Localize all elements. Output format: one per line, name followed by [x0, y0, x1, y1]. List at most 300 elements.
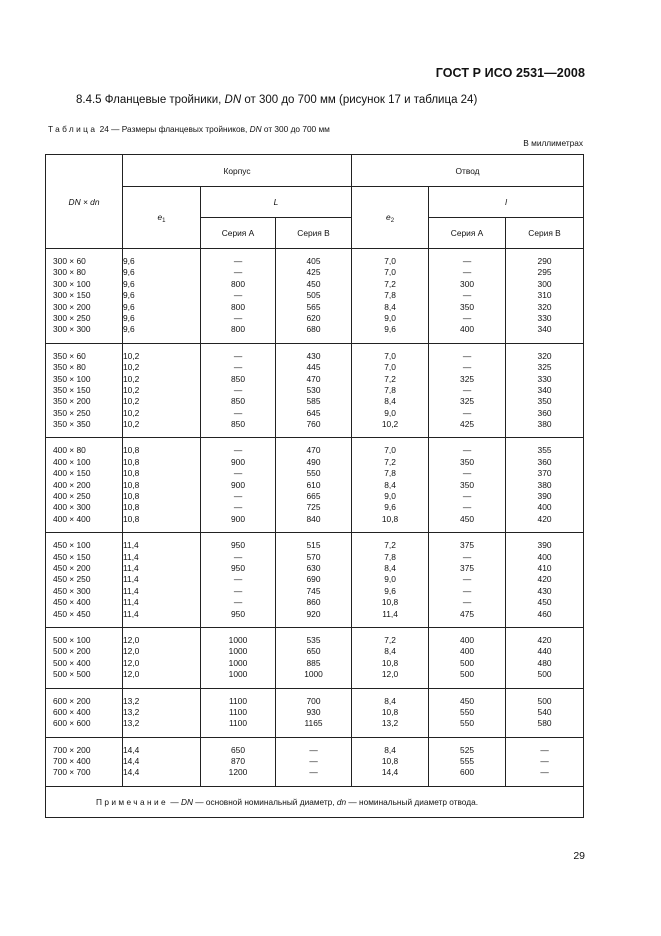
cell-branch-series-b: —: [540, 756, 549, 767]
note-dn: DN: [180, 796, 193, 807]
table-group: [46, 627, 584, 688]
cell-dn-column: [46, 249, 123, 344]
cell-body-series-a: 1000: [228, 657, 248, 668]
cell-e1: 9,6: [123, 267, 135, 278]
cell-dn-column: [46, 533, 123, 628]
cell-branch-series-b: 320: [537, 350, 552, 361]
cell-branch-series-b-column: [506, 627, 584, 688]
cell-e1: 12,0: [123, 634, 140, 645]
cell-e2: 7,0: [384, 350, 396, 361]
cell-branch-series-a: 350: [460, 456, 475, 467]
cell-dn: 700 × 400: [53, 756, 91, 767]
cell-body-series-b: 530: [306, 384, 321, 395]
cell-e1: 14,4: [123, 756, 140, 767]
cell-e1: 11,4: [123, 540, 139, 551]
cell-e2: 7,8: [384, 551, 396, 562]
cell-branch-series-b: 400: [537, 502, 552, 513]
cell-e1: 11,4: [123, 608, 139, 619]
cell-body-series-a: 1100: [228, 706, 247, 717]
cell-e1: 9,6: [123, 301, 135, 312]
cell-e2: 7,0: [384, 445, 396, 456]
cell-body-series-a-column: [201, 533, 276, 628]
cell-branch-series-b: 300: [537, 278, 552, 289]
cell-body-series-a: 950: [231, 540, 245, 551]
header-l: l: [429, 187, 584, 218]
cell-branch-series-a: —: [462, 491, 472, 502]
cell-branch-series-a: —: [462, 384, 472, 395]
cell-body-series-a: —: [233, 350, 243, 361]
cell-dn: 400 × 100: [53, 456, 91, 467]
cell-body-series-b-column: [276, 533, 352, 628]
cell-body-series-b: 470: [306, 445, 321, 456]
cell-branch-series-a: 500: [460, 657, 475, 668]
cell-e2: 8,4: [384, 396, 396, 407]
cell-body-series-a: 900: [231, 456, 245, 467]
cell-dn: 450 × 100: [53, 540, 91, 551]
header-series-a: Серия А: [201, 218, 276, 249]
cell-branch-series-b: 580: [537, 718, 552, 729]
cell-e2: 13,2: [381, 718, 399, 729]
cell-dn: 350 × 350: [53, 419, 91, 430]
cell-body-series-b-column: [276, 249, 352, 344]
cell-body-series-a: —: [233, 312, 243, 323]
cell-branch-series-a: 500: [460, 669, 475, 680]
cell-branch-series-b: 380: [537, 479, 552, 490]
cell-e2: 7,2: [384, 278, 396, 289]
header-e2: $e_2$: [352, 187, 429, 249]
cell-body-series-b-column: [276, 343, 352, 438]
cell-dn-column: [46, 688, 123, 737]
cell-branch-series-b: 320: [537, 301, 552, 312]
cell-branch-series-a: 375: [460, 540, 475, 551]
cell-e1: 13,2: [123, 695, 140, 706]
cell-e2: 8,4: [384, 562, 396, 573]
cell-body-series-a: 1000: [228, 669, 248, 680]
cell-branch-series-b: 380: [537, 419, 552, 430]
cell-dn: 450 × 300: [53, 585, 91, 596]
cell-e1: 14,4: [123, 767, 140, 778]
cell-branch-series-b: 340: [537, 324, 552, 335]
cell-body-series-b: 445: [306, 362, 321, 373]
cell-dn: 450 × 200: [53, 562, 91, 573]
cell-e1: 12,0: [123, 657, 140, 668]
cell-e2: 7,8: [384, 384, 396, 395]
cell-e1: 11,4: [123, 585, 139, 596]
cell-body-series-a: —: [233, 267, 243, 278]
section-number: 8.4.5: [76, 94, 102, 106]
cell-e1-column: [123, 688, 201, 737]
cell-branch-series-a-column: [429, 438, 506, 533]
cell-branch-series-b: 370: [537, 468, 552, 479]
cell-body-series-a: 850: [231, 396, 245, 407]
cell-body-series-a-column: [201, 249, 276, 344]
cell-branch-series-a: 350: [460, 479, 475, 490]
cell-e2-column: [352, 737, 429, 786]
cell-e2: 11,4: [382, 608, 398, 619]
cell-dn: 450 × 400: [53, 597, 91, 608]
cell-branch-series-a: 375: [460, 562, 475, 573]
header-series-b: Серия В: [276, 218, 352, 249]
cell-body-series-b: 650: [306, 646, 321, 657]
cell-branch-series-b-column: [506, 343, 584, 438]
cell-dn: 400 × 80: [53, 445, 86, 456]
cell-e1: 10,2: [123, 362, 140, 373]
cell-body-series-b: 840: [306, 513, 321, 524]
cell-body-series-b: 450: [306, 278, 321, 289]
cell-body-series-a: 950: [231, 608, 245, 619]
cell-body-series-a-column: [201, 627, 276, 688]
cell-e1: 10,8: [123, 479, 140, 490]
header-dn: DN × dn: [46, 155, 123, 249]
cell-dn-column: [46, 627, 123, 688]
cell-e1: 13,2: [123, 718, 140, 729]
cell-e1: 10,2: [123, 384, 140, 395]
cell-e2: 7,2: [384, 373, 396, 384]
cell-branch-series-a: 555: [460, 756, 475, 767]
cell-dn: 450 × 150: [53, 551, 91, 562]
cell-branch-series-a: —: [462, 551, 472, 562]
cell-body-series-b: 885: [306, 657, 321, 668]
cell-branch-series-b-column: [506, 688, 584, 737]
cell-e2: 7,0: [384, 256, 396, 266]
cell-dn-column: [46, 343, 123, 438]
cell-branch-series-a-column: [429, 737, 506, 786]
cell-e1: 12,0: [123, 646, 140, 657]
table-caption-after: от 300 до 700 мм: [261, 124, 330, 134]
cell-e1: 13,2: [123, 706, 140, 717]
cell-e2: 10,8: [381, 756, 399, 767]
cell-body-series-b: —: [309, 744, 318, 755]
table-header: [46, 155, 584, 249]
cell-e2: 9,6: [384, 324, 396, 335]
cell-e1: 9,6: [123, 324, 135, 335]
cell-branch-series-a: —: [462, 290, 472, 301]
cell-body-series-b: 425: [306, 267, 321, 278]
cell-body-series-b: 565: [306, 301, 321, 312]
cell-e1: 10,2: [123, 373, 140, 384]
cell-branch-series-b: 330: [537, 312, 552, 323]
cell-body-series-a: 900: [231, 513, 245, 524]
cell-branch-series-b: 295: [537, 267, 552, 278]
cell-body-series-b-column: [276, 627, 352, 688]
cell-branch-series-b: —: [540, 744, 549, 755]
cell-branch-series-b: 325: [537, 362, 552, 373]
cell-dn: 700 × 700: [53, 767, 91, 778]
cell-body-series-a: —: [233, 407, 243, 418]
cell-body-series-b: 760: [306, 419, 321, 430]
cell-dn: 400 × 200: [53, 479, 91, 490]
cell-body-series-b: 930: [306, 706, 321, 717]
cell-branch-series-a-column: [429, 627, 506, 688]
cell-branch-series-b-column: [506, 737, 584, 786]
cell-e1: 10,2: [123, 407, 140, 418]
cell-e1: 9,6: [123, 256, 135, 266]
cell-e2-column: [352, 627, 429, 688]
cell-e2-column: [352, 533, 429, 628]
cell-body-series-a: 800: [231, 278, 245, 289]
cell-e2: 7,2: [384, 456, 396, 467]
cell-body-series-b: —: [309, 767, 318, 778]
cell-body-series-a: —: [233, 256, 243, 266]
cell-body-series-b: 725: [306, 502, 321, 513]
cell-body-series-a-column: [201, 438, 276, 533]
cell-body-series-b: 860: [306, 597, 321, 608]
cell-body-series-a: —: [233, 585, 243, 596]
cell-body-series-b: 690: [306, 574, 321, 585]
table-row: [46, 438, 584, 533]
cell-dn: 500 × 200: [53, 646, 91, 657]
cell-dn: 300 × 150: [53, 290, 91, 301]
cell-branch-series-a: —: [462, 445, 472, 456]
cell-branch-series-b: 290: [537, 256, 552, 266]
cell-e2: 10,8: [381, 706, 399, 717]
cell-e1-column: [123, 627, 201, 688]
cell-branch-series-a: 525: [460, 744, 475, 755]
cell-e2: 7,8: [384, 290, 396, 301]
table-row: [46, 343, 584, 438]
cell-branch-series-b: 420: [537, 513, 552, 524]
cell-dn: 500 × 100: [53, 634, 91, 645]
cell-body-series-b: 570: [306, 551, 321, 562]
cell-body-series-a: 800: [231, 324, 245, 335]
cell-branch-series-b: —: [540, 767, 549, 778]
cell-branch-series-a: —: [462, 468, 472, 479]
section-text-after: от 300 до 700 мм (рисунок 17 и таблица 24): [241, 94, 478, 106]
cell-e2: 7,2: [384, 634, 396, 645]
cell-branch-series-a: 325: [460, 396, 475, 407]
section-text-before: Фланцевые тройники,: [101, 94, 225, 106]
cell-e2-column: [352, 688, 429, 737]
cell-dn: 700 × 200: [53, 744, 91, 755]
cell-body-series-b: 405: [306, 256, 321, 266]
cell-dn: 350 × 250: [53, 407, 91, 418]
cell-body-series-a: —: [233, 574, 243, 585]
cell-body-series-b: 645: [306, 407, 321, 418]
cell-branch-series-a-column: [429, 688, 506, 737]
cell-branch-series-b: 360: [537, 407, 552, 418]
cell-branch-series-b: 480: [537, 657, 552, 668]
cell-e2: 8,4: [384, 695, 396, 706]
cell-body-series-a: —: [233, 445, 243, 456]
cell-e2: 8,4: [384, 646, 396, 657]
cell-body-series-b: 610: [306, 479, 321, 490]
header-branch-series-b: Серия В: [506, 218, 584, 249]
cell-body-series-b: 505: [306, 290, 321, 301]
header-body: Корпус: [123, 155, 352, 187]
cell-body-series-b: 1165: [304, 718, 323, 729]
cell-branch-series-a: 300: [460, 278, 475, 289]
cell-branch-series-b-column: [506, 438, 584, 533]
cell-branch-series-b: 330: [537, 373, 552, 384]
table-group: [46, 533, 584, 628]
cell-branch-series-b: 310: [537, 290, 552, 301]
dimensions-table: [45, 154, 584, 818]
cell-branch-series-b: 340: [537, 384, 552, 395]
cell-body-series-a: —: [233, 502, 243, 513]
cell-branch-series-a: —: [462, 362, 472, 373]
cell-body-series-b: 665: [306, 491, 321, 502]
cell-body-series-a: 870: [231, 756, 245, 767]
cell-e2: 8,4: [384, 301, 396, 312]
cell-body-series-b: 920: [306, 608, 321, 619]
table-note: Примечание — DN — основной номинальный диаметр, dn — номинальный диаметр отвода.: [46, 786, 584, 817]
table-caption-before: 24 — Размеры фланцевых тройников,: [97, 124, 250, 134]
section-dn: DN: [224, 94, 242, 106]
cell-body-series-a-column: [201, 737, 276, 786]
cell-dn: 350 × 60: [53, 350, 86, 361]
cell-e2: 7,2: [384, 540, 396, 551]
cell-branch-series-b: 350: [537, 396, 552, 407]
table-group: [46, 688, 584, 737]
cell-e1: 11,4: [123, 574, 139, 585]
cell-branch-series-b: 460: [537, 608, 552, 619]
cell-dn: 350 × 200: [53, 396, 91, 407]
cell-e1-column: [123, 438, 201, 533]
cell-branch-series-b-column: [506, 249, 584, 344]
cell-body-series-b: 535: [306, 634, 321, 645]
table-row: [46, 688, 584, 737]
cell-body-series-a: 1200: [228, 767, 248, 778]
cell-body-series-a: —: [233, 468, 243, 479]
cell-branch-series-a: 400: [460, 324, 475, 335]
cell-e1: 10,8: [123, 513, 140, 524]
cell-body-series-a: 800: [231, 301, 245, 312]
cell-dn: 300 × 300: [53, 324, 91, 335]
cell-e1: 11,4: [123, 562, 139, 573]
cell-body-series-a: 850: [231, 419, 245, 430]
cell-dn: 450 × 450: [53, 608, 91, 619]
cell-branch-series-a: —: [462, 502, 472, 513]
cell-e2: 14,4: [381, 767, 399, 778]
cell-dn-column: [46, 737, 123, 786]
cell-e1: 10,2: [123, 419, 140, 430]
cell-branch-series-b-column: [506, 533, 584, 628]
cell-branch-series-b: 390: [537, 540, 552, 551]
cell-body-series-b: 470: [306, 373, 321, 384]
cell-dn: 600 × 400: [53, 706, 91, 717]
cell-body-series-a: 650: [231, 744, 245, 755]
cell-branch-series-a: —: [462, 350, 472, 361]
cell-e1: 12,0: [123, 669, 140, 680]
cell-branch-series-a-column: [429, 343, 506, 438]
cell-body-series-a: 1100: [228, 718, 247, 729]
cell-branch-series-b: 430: [537, 585, 552, 596]
cell-dn: 600 × 200: [53, 695, 91, 706]
cell-e2: 9,0: [384, 312, 396, 323]
cell-e2: 7,0: [384, 362, 396, 373]
cell-e2: 10,8: [381, 657, 399, 668]
section-title: [76, 94, 477, 106]
cell-branch-series-a: —: [462, 312, 472, 323]
cell-branch-series-a: 475: [460, 608, 475, 619]
cell-e2: 12,0: [381, 669, 399, 680]
cell-branch-series-a: 550: [460, 718, 475, 729]
cell-e1: 10,8: [123, 456, 140, 467]
units-label: В миллиметрах: [523, 138, 583, 148]
cell-branch-series-a: —: [462, 574, 472, 585]
cell-body-series-b: 550: [306, 468, 321, 479]
cell-body-series-a: 1000: [228, 634, 248, 645]
cell-branch-series-a: —: [462, 267, 472, 278]
cell-body-series-b-column: [276, 737, 352, 786]
cell-dn: 400 × 150: [53, 468, 91, 479]
cell-dn-column: [46, 438, 123, 533]
cell-branch-series-a: 350: [460, 301, 475, 312]
cell-body-series-a: —: [233, 290, 243, 301]
cell-dn: 500 × 500: [53, 669, 91, 680]
cell-e2-column: [352, 249, 429, 344]
table-group: [46, 249, 584, 344]
cell-branch-series-a: 400: [460, 634, 475, 645]
cell-body-series-a: —: [233, 597, 243, 608]
cell-body-series-b-column: [276, 688, 352, 737]
cell-e1: 14,4: [123, 744, 140, 755]
cell-dn: 300 × 60: [53, 256, 86, 266]
cell-e1-column: [123, 249, 201, 344]
cell-branch-series-b: 500: [537, 669, 552, 680]
cell-branch-series-a: 450: [460, 695, 475, 706]
cell-branch-series-a-column: [429, 533, 506, 628]
table-caption-word: Таблица: [48, 124, 98, 134]
cell-e1-column: [123, 533, 201, 628]
cell-branch-series-a: 550: [460, 706, 475, 717]
cell-body-series-b: 585: [306, 396, 321, 407]
cell-e2: 7,8: [384, 468, 396, 479]
cell-branch-series-b: 360: [537, 456, 552, 467]
cell-branch-series-b: 410: [537, 562, 552, 573]
note-word: Примечание: [96, 796, 169, 807]
cell-branch-series-b: 540: [537, 706, 552, 717]
header-e1: $e_1$: [123, 187, 201, 249]
cell-branch-series-a-column: [429, 249, 506, 344]
cell-body-series-b: 680: [306, 324, 321, 335]
cell-branch-series-b: 390: [537, 491, 552, 502]
cell-e2: 10,2: [381, 419, 399, 430]
cell-e2: 9,0: [384, 491, 396, 502]
cell-e1: 11,4: [123, 597, 139, 608]
cell-branch-series-b: 500: [537, 695, 552, 706]
cell-branch-series-b: 450: [537, 597, 552, 608]
table-group: [46, 438, 584, 533]
cell-e2: 9,0: [384, 407, 396, 418]
cell-e1: 11,4: [123, 551, 139, 562]
cell-branch-series-a: —: [462, 407, 472, 418]
cell-body-series-b: 700: [306, 695, 321, 706]
cell-body-series-a-column: [201, 688, 276, 737]
cell-branch-series-a: 325: [460, 373, 475, 384]
cell-body-series-b: 630: [306, 562, 321, 573]
cell-branch-series-b: 420: [537, 634, 552, 645]
cell-e1: 9,6: [123, 278, 135, 289]
cell-body-series-a: —: [233, 384, 243, 395]
cell-e2: 8,4: [384, 744, 396, 755]
standard-code: ГОСТ Р ИСО 2531—2008: [435, 66, 585, 80]
cell-body-series-a: 900: [231, 479, 245, 490]
cell-body-series-b: 515: [306, 540, 321, 551]
cell-branch-series-a: 400: [460, 646, 475, 657]
cell-e1: 10,2: [123, 350, 140, 361]
table-row: [46, 627, 584, 688]
cell-e1: 10,2: [123, 396, 140, 407]
cell-body-series-b-column: [276, 438, 352, 533]
cell-e2: 7,0: [384, 267, 396, 278]
cell-body-series-b: 430: [306, 350, 321, 361]
cell-e1: 10,8: [123, 502, 140, 513]
cell-body-series-b: —: [309, 756, 318, 767]
header-branch: Отвод: [352, 155, 584, 187]
cell-dn: 350 × 100: [53, 373, 91, 384]
cell-branch-series-a: 450: [460, 513, 475, 524]
